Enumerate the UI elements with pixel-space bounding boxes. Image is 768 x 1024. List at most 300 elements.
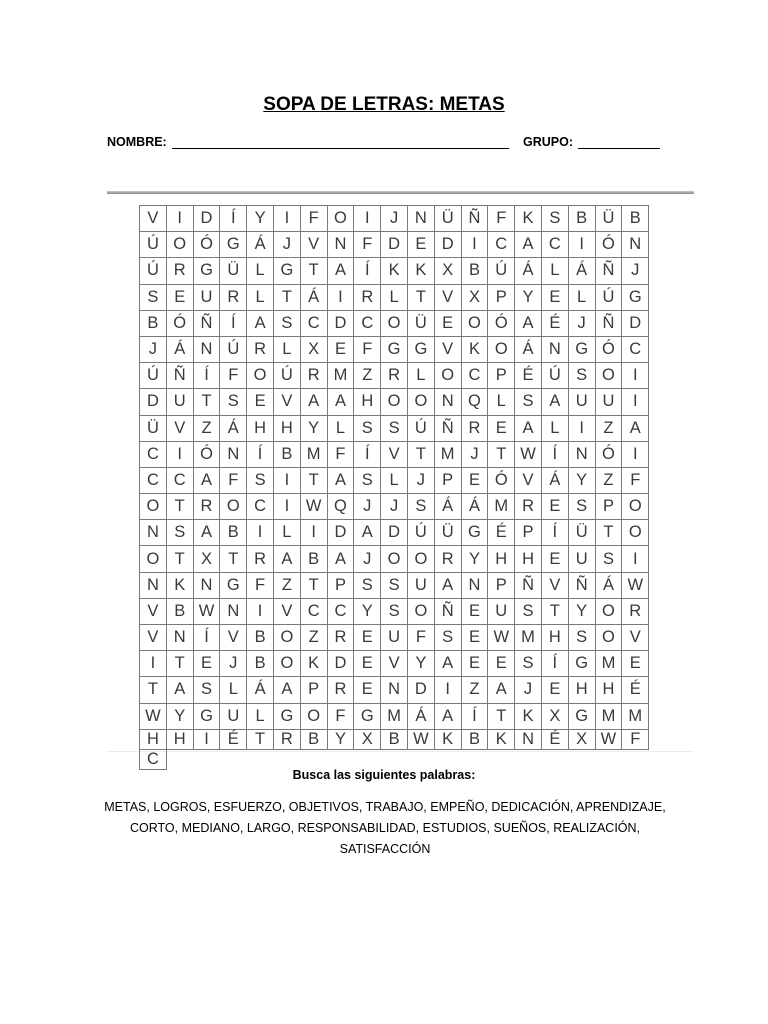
grid-cell[interactable]: T — [167, 651, 194, 677]
grid-cell[interactable]: O — [274, 625, 301, 651]
grid-cell[interactable]: E — [488, 416, 515, 442]
grid-cell[interactable]: N — [435, 389, 462, 415]
grid-cell[interactable]: S — [274, 311, 301, 337]
grid-cell[interactable]: A — [328, 389, 355, 415]
grid-cell[interactable]: É — [542, 311, 569, 337]
grid-cell[interactable]: U — [596, 389, 623, 415]
grid-cell[interactable]: X — [462, 285, 489, 311]
grid-cell[interactable]: C — [167, 468, 194, 494]
grid-cell[interactable]: Z — [462, 677, 489, 703]
grid-cell[interactable]: Ó — [596, 232, 623, 258]
grid-cell[interactable]: J — [381, 494, 408, 520]
grid-cell[interactable]: X — [301, 337, 328, 363]
grid-cell[interactable]: N — [515, 730, 542, 750]
grid-cell[interactable]: J — [569, 311, 596, 337]
grid-cell[interactable]: Í — [542, 442, 569, 468]
grid-cell[interactable]: T — [488, 704, 515, 730]
grid-cell[interactable]: K — [515, 206, 542, 232]
grid-cell[interactable]: E — [194, 651, 221, 677]
grid-cell[interactable]: I — [435, 677, 462, 703]
grid-cell[interactable]: N — [381, 677, 408, 703]
grid-cell[interactable]: V — [622, 625, 649, 651]
grid-cell[interactable]: E — [542, 546, 569, 572]
grid-cell[interactable]: V — [435, 337, 462, 363]
grid-cell[interactable]: Ú — [542, 363, 569, 389]
grid-cell[interactable]: C — [462, 363, 489, 389]
grid-cell[interactable]: N — [140, 520, 167, 546]
grid-cell[interactable]: I — [622, 363, 649, 389]
grid-cell[interactable]: G — [462, 520, 489, 546]
grid-cell[interactable]: R — [167, 258, 194, 284]
grid-cell[interactable]: A — [435, 651, 462, 677]
grid-cell[interactable]: I — [167, 206, 194, 232]
grid-cell[interactable]: L — [542, 258, 569, 284]
grid-cell[interactable]: A — [435, 573, 462, 599]
grid-cell[interactable]: I — [301, 520, 328, 546]
grid-cell[interactable]: P — [488, 573, 515, 599]
grid-cell[interactable]: Ó — [596, 442, 623, 468]
grid-cell[interactable]: I — [247, 520, 274, 546]
grid-cell[interactable]: Z — [596, 468, 623, 494]
grid-cell[interactable]: D — [328, 520, 355, 546]
grid-cell[interactable]: Ó — [488, 468, 515, 494]
grid-cell[interactable]: A — [301, 389, 328, 415]
grid-cell[interactable]: Ü — [435, 206, 462, 232]
grid-cell[interactable]: E — [462, 625, 489, 651]
grid-cell[interactable]: T — [274, 285, 301, 311]
grid-cell[interactable]: Á — [569, 258, 596, 284]
grid-cell[interactable]: B — [301, 546, 328, 572]
grid-cell[interactable]: V — [140, 599, 167, 625]
grid-cell[interactable]: M — [328, 363, 355, 389]
grid-cell[interactable]: P — [515, 520, 542, 546]
grid-cell[interactable]: U — [220, 704, 247, 730]
grid-cell[interactable]: E — [408, 232, 435, 258]
grid-cell[interactable]: A — [354, 520, 381, 546]
grid-cell[interactable]: S — [167, 520, 194, 546]
grid-cell[interactable]: R — [354, 285, 381, 311]
grid-cell[interactable]: X — [569, 730, 596, 750]
grid-cell[interactable]: Á — [408, 704, 435, 730]
grid-cell[interactable]: D — [435, 232, 462, 258]
grid-cell[interactable]: A — [622, 416, 649, 442]
grid-cell[interactable]: C — [140, 442, 167, 468]
grid-cell[interactable]: Y — [569, 468, 596, 494]
grid-cell[interactable]: U — [569, 389, 596, 415]
grid-cell[interactable]: F — [220, 363, 247, 389]
grid-cell[interactable]: I — [167, 442, 194, 468]
grid-cell[interactable]: G — [408, 337, 435, 363]
grid-cell[interactable]: Ú — [408, 520, 435, 546]
grid-cell[interactable]: G — [274, 258, 301, 284]
grid-cell[interactable]: G — [569, 651, 596, 677]
grid-cell[interactable]: V — [542, 573, 569, 599]
grid-cell[interactable]: E — [247, 389, 274, 415]
grid-cell[interactable]: O — [167, 232, 194, 258]
grid-cell[interactable]: P — [596, 494, 623, 520]
grid-cell[interactable]: O — [408, 599, 435, 625]
grid-cell[interactable]: L — [488, 389, 515, 415]
grid-cell[interactable]: R — [435, 546, 462, 572]
grid-cell[interactable]: É — [220, 730, 247, 750]
grid-cell[interactable]: X — [435, 258, 462, 284]
grid-cell[interactable]: Y — [301, 416, 328, 442]
grid-cell[interactable]: T — [301, 573, 328, 599]
grid-cell[interactable]: X — [542, 704, 569, 730]
grid-cell[interactable]: S — [569, 494, 596, 520]
grid-cell[interactable]: N — [167, 625, 194, 651]
grid-cell[interactable]: P — [328, 573, 355, 599]
grid-cell[interactable]: Ú — [596, 285, 623, 311]
grid-cell[interactable]: S — [515, 651, 542, 677]
grid-cell[interactable]: Ü — [435, 520, 462, 546]
grid-cell[interactable]: V — [220, 625, 247, 651]
grid-cell[interactable]: J — [354, 546, 381, 572]
grid-cell[interactable]: O — [328, 206, 355, 232]
grid-cell[interactable]: B — [622, 206, 649, 232]
grid-cell[interactable]: C — [488, 232, 515, 258]
grid-cell[interactable]: S — [381, 599, 408, 625]
grid-cell[interactable]: I — [140, 651, 167, 677]
grid-cell[interactable]: Y — [354, 599, 381, 625]
grid-cell[interactable]: P — [488, 285, 515, 311]
grid-cell[interactable]: V — [381, 442, 408, 468]
grid-cell[interactable]: Ñ — [167, 363, 194, 389]
grid-cell[interactable]: O — [462, 311, 489, 337]
grid-cell[interactable]: S — [542, 206, 569, 232]
grid-cell[interactable]: R — [194, 494, 221, 520]
grid-cell[interactable]: S — [194, 677, 221, 703]
grid-cell[interactable]: K — [381, 258, 408, 284]
grid-cell[interactable]: S — [354, 416, 381, 442]
name-blank-line[interactable] — [172, 148, 509, 149]
grid-cell[interactable]: F — [301, 206, 328, 232]
grid-cell[interactable]: O — [408, 546, 435, 572]
grid-cell[interactable]: M — [381, 704, 408, 730]
grid-cell[interactable]: H — [247, 416, 274, 442]
grid-cell[interactable]: T — [408, 442, 435, 468]
grid-cell[interactable]: T — [220, 546, 247, 572]
grid-cell[interactable]: A — [328, 258, 355, 284]
grid-cell[interactable]: H — [274, 416, 301, 442]
grid-cell[interactable]: D — [408, 677, 435, 703]
grid-cell[interactable]: Ü — [408, 311, 435, 337]
grid-cell[interactable]: Á — [542, 468, 569, 494]
grid-cell[interactable]: G — [622, 285, 649, 311]
group-blank-line[interactable] — [578, 148, 660, 149]
grid-cell[interactable]: Á — [462, 494, 489, 520]
grid-cell[interactable]: R — [622, 599, 649, 625]
grid-cell[interactable]: L — [381, 468, 408, 494]
grid-cell[interactable]: Ú — [488, 258, 515, 284]
grid-cell[interactable]: T — [408, 285, 435, 311]
grid-cell[interactable]: H — [488, 546, 515, 572]
grid-cell[interactable]: O — [381, 311, 408, 337]
grid-cell[interactable]: Z — [274, 573, 301, 599]
grid-cell[interactable]: B — [247, 651, 274, 677]
grid-cell[interactable]: M — [488, 494, 515, 520]
grid-cell[interactable]: F — [247, 573, 274, 599]
grid-cell[interactable]: Ú — [140, 258, 167, 284]
grid-cell[interactable]: A — [194, 520, 221, 546]
grid-cell[interactable]: V — [167, 416, 194, 442]
grid-cell[interactable]: Z — [194, 416, 221, 442]
grid-cell[interactable]: R — [301, 363, 328, 389]
grid-cell[interactable]: H — [542, 625, 569, 651]
grid-cell[interactable]: Á — [167, 337, 194, 363]
grid-cell[interactable]: I — [274, 206, 301, 232]
grid-cell[interactable]: N — [408, 206, 435, 232]
grid-cell[interactable]: V — [274, 599, 301, 625]
grid-cell[interactable]: Ñ — [569, 573, 596, 599]
grid-cell[interactable]: F — [328, 704, 355, 730]
grid-cell[interactable]: R — [462, 416, 489, 442]
grid-cell[interactable]: F — [488, 206, 515, 232]
grid-cell[interactable]: F — [354, 232, 381, 258]
grid-cell[interactable]: O — [622, 520, 649, 546]
grid-cell[interactable]: E — [354, 677, 381, 703]
grid-cell[interactable]: T — [596, 520, 623, 546]
grid-cell[interactable]: G — [194, 258, 221, 284]
grid-cell[interactable]: L — [247, 704, 274, 730]
grid-cell[interactable]: F — [408, 625, 435, 651]
grid-cell[interactable]: A — [515, 311, 542, 337]
grid-cell[interactable]: T — [542, 599, 569, 625]
grid-cell[interactable]: G — [354, 704, 381, 730]
grid-cell[interactable]: Q — [328, 494, 355, 520]
grid-cell[interactable]: Ó — [194, 232, 221, 258]
grid-cell[interactable]: S — [569, 363, 596, 389]
grid-cell[interactable]: T — [167, 494, 194, 520]
grid-cell[interactable]: H — [354, 389, 381, 415]
grid-cell[interactable]: Á — [301, 285, 328, 311]
grid-cell[interactable]: O — [488, 337, 515, 363]
grid-cell[interactable]: B — [220, 520, 247, 546]
grid-cell[interactable]: I — [274, 468, 301, 494]
grid-cell[interactable]: Í — [542, 651, 569, 677]
grid-cell[interactable]: E — [167, 285, 194, 311]
grid-cell[interactable]: N — [569, 442, 596, 468]
grid-cell[interactable]: Ó — [596, 337, 623, 363]
grid-cell[interactable]: G — [569, 704, 596, 730]
grid-cell[interactable]: S — [408, 494, 435, 520]
grid-cell[interactable]: H — [569, 677, 596, 703]
grid-cell[interactable]: G — [220, 573, 247, 599]
grid-cell[interactable]: Y — [462, 546, 489, 572]
grid-cell[interactable]: Z — [596, 416, 623, 442]
grid-cell[interactable]: O — [220, 494, 247, 520]
grid-cell[interactable]: F — [354, 337, 381, 363]
grid-cell[interactable]: I — [328, 285, 355, 311]
grid-cell[interactable]: G — [274, 704, 301, 730]
grid-cell[interactable]: O — [596, 599, 623, 625]
grid-cell[interactable]: F — [622, 468, 649, 494]
grid-cell[interactable]: H — [515, 546, 542, 572]
grid-cell[interactable]: J — [515, 677, 542, 703]
grid-cell[interactable]: E — [622, 651, 649, 677]
grid-cell[interactable]: Y — [167, 704, 194, 730]
grid-cell[interactable]: Ñ — [515, 573, 542, 599]
grid-cell[interactable]: Y — [408, 651, 435, 677]
grid-cell[interactable]: W — [301, 494, 328, 520]
grid-cell[interactable]: L — [274, 520, 301, 546]
grid-cell[interactable]: Ú — [408, 416, 435, 442]
grid-cell[interactable]: D — [381, 232, 408, 258]
grid-cell[interactable]: K — [435, 730, 462, 750]
grid-cell[interactable]: A — [515, 232, 542, 258]
grid-cell[interactable]: B — [247, 625, 274, 651]
grid-cell[interactable]: S — [515, 599, 542, 625]
grid-cell[interactable]: Ú — [140, 363, 167, 389]
grid-cell[interactable]: H — [596, 677, 623, 703]
grid-cell[interactable]: V — [140, 625, 167, 651]
grid-cell[interactable]: É — [622, 677, 649, 703]
grid-cell[interactable]: L — [274, 337, 301, 363]
grid-cell[interactable]: Y — [515, 285, 542, 311]
grid-cell[interactable]: K — [408, 258, 435, 284]
grid-cell[interactable]: M — [596, 651, 623, 677]
grid-cell[interactable]: B — [569, 206, 596, 232]
grid-cell[interactable]: Ñ — [596, 311, 623, 337]
grid-cell[interactable]: J — [622, 258, 649, 284]
grid-cell[interactable]: O — [140, 546, 167, 572]
grid-cell[interactable]: V — [381, 651, 408, 677]
grid-cell[interactable]: O — [140, 494, 167, 520]
grid-cell[interactable]: O — [596, 625, 623, 651]
grid-cell[interactable]: T — [301, 258, 328, 284]
grid-cell[interactable]: Z — [354, 363, 381, 389]
grid-cell[interactable]: T — [247, 730, 274, 750]
grid-cell[interactable]: Í — [194, 625, 221, 651]
grid-cell[interactable]: D — [328, 651, 355, 677]
grid-cell[interactable]: Í — [194, 363, 221, 389]
grid-cell[interactable]: M — [301, 442, 328, 468]
grid-cell[interactable]: M — [515, 625, 542, 651]
grid-cell[interactable]: H — [140, 730, 167, 750]
grid-cell[interactable]: L — [220, 677, 247, 703]
grid-cell[interactable]: Í — [247, 442, 274, 468]
grid-cell[interactable]: Y — [569, 599, 596, 625]
grid-cell[interactable]: C — [247, 494, 274, 520]
grid-cell[interactable]: Y — [247, 206, 274, 232]
grid-cell[interactable]: I — [247, 599, 274, 625]
grid-cell[interactable]: U — [381, 625, 408, 651]
grid-cell[interactable]: E — [354, 625, 381, 651]
grid-cell[interactable]: Í — [542, 520, 569, 546]
grid-cell[interactable]: V — [274, 389, 301, 415]
grid-cell[interactable]: A — [435, 704, 462, 730]
grid-cell[interactable]: T — [488, 442, 515, 468]
grid-cell[interactable]: U — [569, 546, 596, 572]
grid-cell[interactable]: C — [301, 311, 328, 337]
grid-cell[interactable]: T — [194, 389, 221, 415]
grid-cell[interactable]: U — [408, 573, 435, 599]
grid-cell[interactable]: Ü — [220, 258, 247, 284]
grid-cell[interactable]: G — [194, 704, 221, 730]
grid-cell[interactable]: R — [328, 625, 355, 651]
grid-cell[interactable]: Q — [462, 389, 489, 415]
grid-cell[interactable]: C — [354, 311, 381, 337]
grid-cell[interactable]: R — [274, 730, 301, 750]
grid-cell[interactable]: A — [274, 677, 301, 703]
grid-cell[interactable]: É — [542, 730, 569, 750]
grid-cell[interactable]: O — [301, 704, 328, 730]
grid-cell[interactable]: N — [622, 232, 649, 258]
grid-cell[interactable]: T — [167, 546, 194, 572]
grid-cell[interactable]: S — [354, 573, 381, 599]
grid-cell[interactable]: V — [301, 232, 328, 258]
grid-cell[interactable]: J — [408, 468, 435, 494]
grid-cell[interactable]: Á — [220, 416, 247, 442]
grid-cell[interactable]: É — [515, 363, 542, 389]
grid-cell[interactable]: W — [140, 704, 167, 730]
grid-cell[interactable]: R — [515, 494, 542, 520]
grid-cell[interactable]: D — [328, 311, 355, 337]
grid-cell[interactable]: Á — [247, 232, 274, 258]
grid-cell[interactable]: S — [381, 416, 408, 442]
grid-cell[interactable]: Á — [515, 258, 542, 284]
grid-cell[interactable]: R — [220, 285, 247, 311]
grid-cell[interactable]: L — [381, 285, 408, 311]
grid-cell[interactable]: B — [301, 730, 328, 750]
grid-cell[interactable]: L — [328, 416, 355, 442]
grid-cell[interactable]: N — [194, 573, 221, 599]
grid-cell[interactable]: Á — [596, 573, 623, 599]
grid-cell[interactable]: Á — [247, 677, 274, 703]
grid-cell[interactable]: O — [381, 546, 408, 572]
grid-cell[interactable]: L — [542, 416, 569, 442]
grid-cell[interactable]: M — [622, 704, 649, 730]
grid-cell[interactable]: Ü — [569, 520, 596, 546]
grid-cell[interactable]: N — [220, 442, 247, 468]
grid-cell[interactable]: Í — [354, 442, 381, 468]
grid-cell[interactable]: Í — [462, 704, 489, 730]
grid-cell[interactable]: M — [435, 442, 462, 468]
grid-cell[interactable]: B — [381, 730, 408, 750]
grid-cell[interactable]: L — [247, 258, 274, 284]
grid-cell[interactable]: J — [274, 232, 301, 258]
grid-cell[interactable]: U — [167, 389, 194, 415]
grid-cell[interactable]: C — [622, 337, 649, 363]
grid-cell[interactable]: G — [569, 337, 596, 363]
grid-cell[interactable]: A — [328, 468, 355, 494]
grid-cell[interactable]: S — [596, 546, 623, 572]
grid-cell[interactable]: A — [328, 546, 355, 572]
grid-cell[interactable]: Ñ — [435, 599, 462, 625]
grid-cell[interactable]: I — [354, 206, 381, 232]
grid-cell[interactable]: K — [488, 730, 515, 750]
grid-cell[interactable]: P — [435, 468, 462, 494]
grid-cell[interactable]: I — [622, 389, 649, 415]
grid-cell[interactable]: E — [542, 285, 569, 311]
grid-cell[interactable]: O — [622, 494, 649, 520]
grid-cell[interactable]: W — [408, 730, 435, 750]
grid-cell[interactable]: V — [515, 468, 542, 494]
grid-cell[interactable]: Ú — [220, 337, 247, 363]
grid-cell[interactable]: U — [194, 285, 221, 311]
grid-cell[interactable]: E — [462, 468, 489, 494]
grid-cell[interactable]: T — [301, 468, 328, 494]
grid-cell[interactable]: R — [381, 363, 408, 389]
grid-cell[interactable]: Ü — [596, 206, 623, 232]
grid-cell[interactable]: Í — [354, 258, 381, 284]
grid-cell[interactable]: Í — [220, 206, 247, 232]
grid-cell[interactable]: T — [140, 677, 167, 703]
grid-cell[interactable]: R — [247, 546, 274, 572]
grid-cell[interactable]: I — [569, 416, 596, 442]
grid-cell[interactable]: L — [408, 363, 435, 389]
grid-cell[interactable]: V — [140, 206, 167, 232]
